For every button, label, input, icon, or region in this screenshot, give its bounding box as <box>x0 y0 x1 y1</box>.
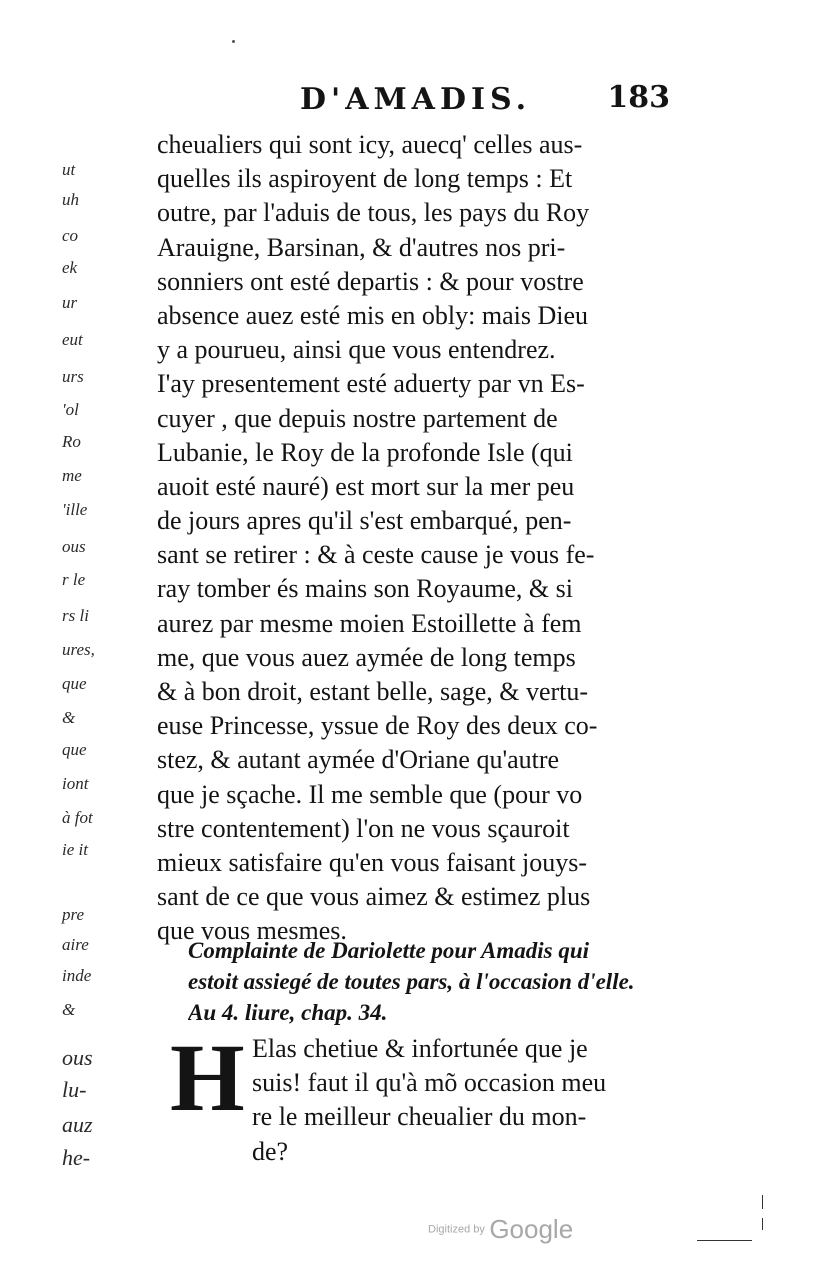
margin-fragment: 'ol <box>62 400 79 419</box>
margin-fragment: auz <box>62 1112 93 1137</box>
drop-cap-initial: H <box>170 1024 245 1131</box>
page-edge-tick <box>762 1195 763 1209</box>
text-line: aurez par mesme moien Estoillette à fem <box>157 608 582 638</box>
margin-fragment: & <box>62 1000 76 1019</box>
text-line: de? <box>252 1136 289 1166</box>
margin-fragment: ur <box>62 293 78 312</box>
heading-line: Au 4. liure, chap. 34. <box>188 1000 388 1025</box>
heading-line: estoit assiegé de toutes pars, à l'occasion d'elle. <box>188 969 635 994</box>
margin-fragment: uh <box>62 190 79 209</box>
margin-fragment: aire <box>62 935 89 954</box>
text-line: y a pourueu, ainsi que vous entendrez. <box>157 335 556 365</box>
watermark-brand: Google <box>489 1214 574 1244</box>
margin-fragment: ures, <box>62 640 95 659</box>
ink-speck <box>232 40 235 43</box>
margin-fragment: à fot <box>62 808 93 827</box>
margin-fragment: rs li <box>62 606 89 625</box>
running-head: D'AMADIS. <box>300 82 532 117</box>
text-line: de jours apres qu'il s'est embarqué, pen- <box>157 506 572 536</box>
text-line: que je sçache. Il me semble que (pour vo <box>157 779 583 809</box>
margin-fragment: r le <box>62 570 86 589</box>
text-line: mieux satisfaire qu'en vous faisant jouys- <box>157 847 587 877</box>
margin-fragment: que <box>62 740 87 759</box>
margin-fragment: ous <box>62 537 86 556</box>
text-line: cuyer , que depuis nostre partement de <box>157 403 558 433</box>
margin-fragment: ie it <box>62 840 88 859</box>
text-line: re le meilleur cheualier du mon- <box>252 1102 587 1132</box>
margin-fragment: iont <box>62 774 89 793</box>
text-line: stez, & autant aymée d'Oriane qu'autre <box>157 745 560 775</box>
page-edge-tick <box>762 1218 763 1230</box>
text-line: & à bon droit, estant belle, sage, & vertu- <box>157 677 589 706</box>
margin-fragment: & <box>62 708 76 727</box>
text-line: ray tomber és mains son Royaume, & si <box>157 574 573 604</box>
heading-line: Complainte de Dariolette pour Amadis qui <box>188 938 590 963</box>
margin-fragment: he- <box>62 1145 91 1170</box>
text-line: Lubanie, le Roy de la profonde Isle (qui <box>157 437 573 467</box>
text-line: quelles ils aspiroyent de long temps : Et <box>157 164 573 194</box>
margin-fragment: urs <box>62 367 84 386</box>
text-line: stre contentement) l'on ne vous sçauroit <box>157 813 570 843</box>
margin-fragment: Ro <box>62 432 81 451</box>
text-line: outre, par l'aduis de tous, les pays du Roy <box>157 198 590 228</box>
margin-fragment: 'ille <box>62 500 88 519</box>
text-line: euse Princesse, yssue de Roy des deux co- <box>157 711 598 741</box>
text-line: absence auez esté mis en obly: mais Dieu <box>157 300 589 330</box>
margin-fragment: ut <box>62 160 76 179</box>
text-line: auoit esté nauré) est mort sur la mer peu <box>157 471 575 501</box>
complaint-text <box>252 1032 672 1169</box>
margin-fragment: ek <box>62 258 78 277</box>
margin-fragment: ous <box>62 1045 93 1070</box>
text-line: sant se retirer : & à ceste cause je vous fe- <box>157 540 595 570</box>
text-line: I'ay presentement esté aduerty par vn Es- <box>157 369 585 399</box>
margin-fragment: inde <box>62 966 92 985</box>
text-line: que vous mesmes. <box>157 916 347 946</box>
section-heading <box>188 935 673 1028</box>
text-line: cheualiers qui sont icy, auecq' celles aus- <box>157 130 583 159</box>
text-line: Arauigne, Barsinan, & d'autres nos pri- <box>157 232 566 262</box>
margin-fragment: que <box>62 674 87 693</box>
page-number: 183 <box>607 80 670 115</box>
margin-fragment: me <box>62 466 82 485</box>
text-line: me, que vous auez aymée de long temps <box>157 642 576 672</box>
margin-fragment: lu- <box>62 1077 87 1102</box>
text-line: sonniers ont esté departis : & pour vostre <box>157 266 584 296</box>
text-line: Elas chetiue & infortunée que je <box>252 1034 588 1063</box>
margin-fragment: pre <box>62 905 85 924</box>
text-line: suis! faut il qu'à mõ occasion meu <box>252 1068 607 1098</box>
watermark-prefix: Digitized by <box>428 1223 485 1236</box>
page-header <box>300 78 670 118</box>
body-text <box>157 128 669 949</box>
page-edge-line <box>697 1240 752 1241</box>
digitization-watermark <box>428 1214 573 1245</box>
margin-fragment: eut <box>62 330 83 349</box>
text-line: sant de ce que vous aimez & estimez plus <box>157 882 591 912</box>
margin-fragment: co <box>62 226 79 245</box>
